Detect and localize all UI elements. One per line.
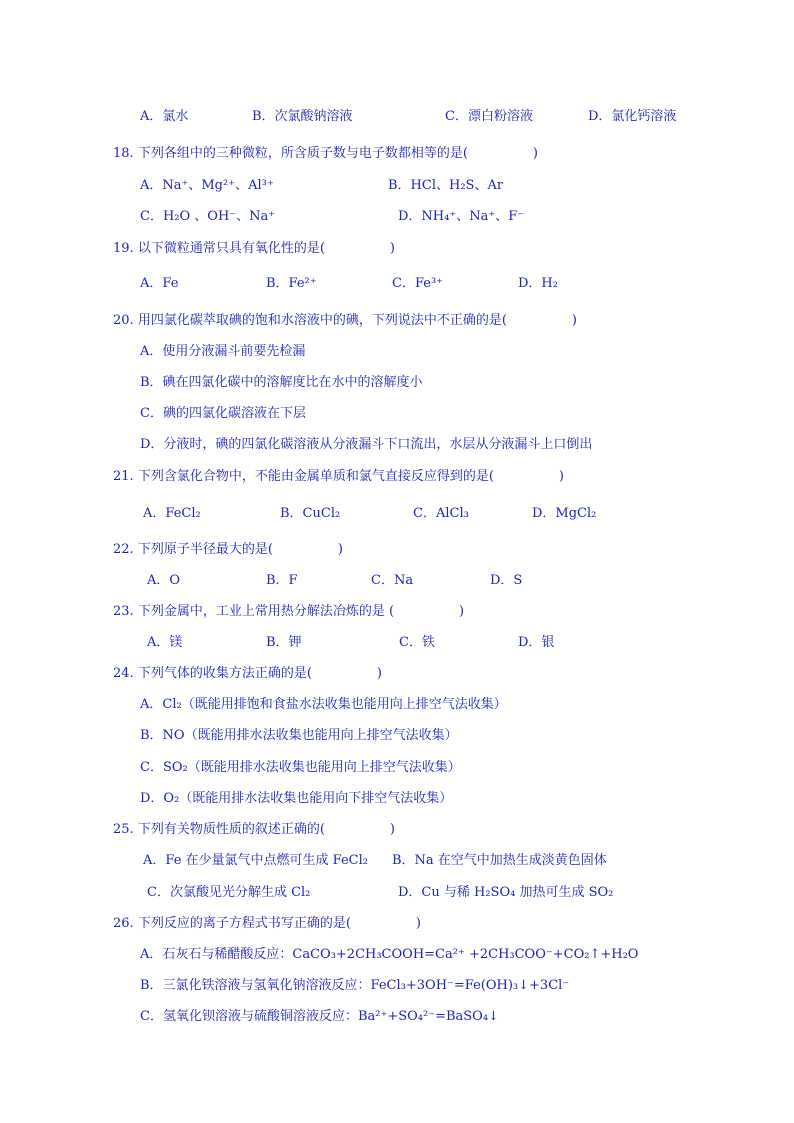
q21-option-c: C．AlCl₃ [413, 506, 469, 521]
question-stem: 下列金属中，工业上常用热分解法冶炼的是 ( ) [137, 604, 465, 619]
q22-option-c: C．Na [371, 573, 414, 588]
question-stem: 下列原子半径最大的是( ) [137, 542, 343, 557]
question-19 [113, 240, 395, 258]
q25-option-c: C．次氯酸见光分解生成 Cl₂ [147, 885, 311, 900]
question-number: 23. [113, 604, 134, 619]
q25-option-d: D．Cu 与稀 H₂SO₄ 加热可生成 SO₂ [398, 885, 614, 900]
q17-option-d: D．氯化钙溶液 [588, 109, 677, 124]
q23-option-a: A．镁 [147, 635, 183, 650]
q24-option-c: C．SO₂（既能用排水法收集也能用向上排空气法收集） [140, 760, 461, 775]
question-number: 22. [113, 542, 134, 557]
q23-option-d: D．银 [518, 635, 555, 650]
q21-option-a: A．FeCl₂ [143, 506, 201, 521]
q23-option-c: C．铁 [399, 635, 435, 650]
q19-option-c: C．Fe³⁺ [392, 276, 444, 291]
question-number: 24. [113, 666, 134, 681]
question-number: 21. [113, 469, 134, 484]
q20-option-c: C．碘的四氯化碳溶液在下层 [140, 406, 306, 421]
question-23 [113, 603, 464, 621]
q21-option-b: B．CuCl₂ [280, 506, 341, 521]
q17-option-b: B．次氯酸钠溶液 [252, 109, 353, 124]
q20-option-a: A．使用分液漏斗前要先检漏 [140, 344, 306, 359]
q24-option-b: B．NO（既能用排水法收集也能用向上排空气法收集） [140, 728, 458, 743]
q25-option-a: A．Fe 在少量氯气中点燃可生成 FeCl₂ [143, 853, 368, 868]
q19-option-b: B．Fe²⁺ [266, 276, 317, 291]
question-stem: 下列气体的收集方法正确的是( ) [137, 666, 382, 681]
q22-option-b: B．F [266, 573, 298, 588]
q18-option-d: D．NH₄⁺、Na⁺、F⁻ [398, 209, 525, 224]
question-stem: 下列含氯化合物中，不能由金属单质和氯气直接反应得到的是( ) [137, 469, 564, 484]
q21-option-d: D．MgCl₂ [532, 506, 597, 521]
question-24 [113, 665, 382, 683]
q24-option-a: A．Cl₂（既能用排饱和食盐水法收集也能用向上排空气法收集） [140, 697, 507, 712]
q18-option-b: B．HCl、H₂S、Ar [388, 178, 504, 193]
q19-option-a: A．Fe [140, 276, 179, 291]
question-26 [113, 915, 421, 933]
q20-option-b: B．碘在四氯化碳中的溶解度比在水中的溶解度小 [140, 375, 423, 390]
question-22 [113, 541, 343, 559]
question-stem: 下列各组中的三种微粒，所含质子数与电子数都相等的是( ) [137, 146, 538, 161]
q17-option-c: C．漂白粉溶液 [445, 109, 533, 124]
question-stem: 下列有关物质性质的叙述正确的( ) [137, 822, 395, 837]
question-20 [113, 312, 577, 330]
question-number: 25. [113, 822, 134, 837]
question-number: 20. [113, 313, 134, 328]
question-25 [113, 821, 395, 839]
question-number: 18. [113, 146, 134, 161]
q23-option-b: B．钾 [266, 635, 302, 650]
question-number: 19. [113, 241, 134, 256]
question-stem: 以下微粒通常只具有氧化性的是( ) [137, 241, 395, 256]
question-21 [113, 468, 564, 486]
q26-option-a: A．石灰石与稀醋酸反应：CaCO₃+2CH₃COOH=Ca²⁺ +2CH₃COO⁻+CO₂↑+H₂O [140, 947, 639, 962]
q24-option-d: D．O₂（既能用排水法收集也能用向下排空气法收集） [140, 791, 453, 806]
question-number: 26. [113, 916, 134, 931]
question-stem: 用四氯化碳萃取碘的饱和水溶液中的碘，下列说法中不正确的是( ) [137, 313, 577, 328]
q18-option-c: C．H₂O 、OH⁻、Na⁺ [140, 209, 276, 224]
q26-option-b: B．三氯化铁溶液与氢氧化钠溶液反应：FeCl₃+3OH⁻=Fe(OH)₃↓+3Cl⁻ [140, 978, 570, 993]
q20-option-d: D．分液时，碘的四氯化碳溶液从分液漏斗下口流出，水层从分液漏斗上口倒出 [140, 437, 593, 452]
question-stem: 下列反应的离子方程式书写正确的是( ) [137, 916, 421, 931]
q22-option-d: D．S [490, 573, 523, 588]
q25-option-b: B．Na 在空气中加热生成淡黄色固体 [392, 853, 607, 868]
question-18 [113, 145, 538, 163]
q19-option-d: D．H₂ [518, 276, 558, 291]
q26-option-c: C．氢氧化钡溶液与硫酸铜溶液反应：Ba²⁺+SO₄²⁻=BaSO₄↓ [140, 1009, 499, 1024]
q18-option-a: A．Na⁺、Mg²⁺、Al³⁺ [140, 178, 274, 193]
q17-option-a: A．氯水 [140, 109, 189, 124]
q22-option-a: A．O [147, 573, 181, 588]
